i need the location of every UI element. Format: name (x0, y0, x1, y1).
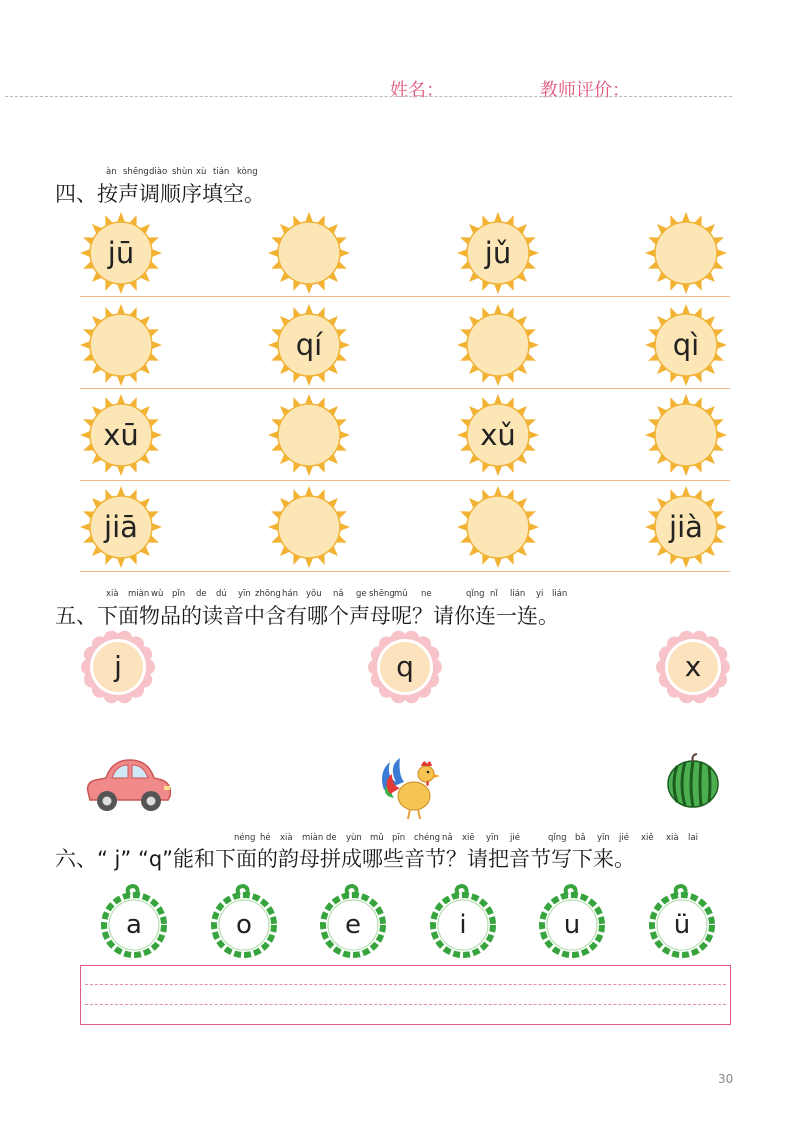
writing-guide-line (85, 984, 726, 985)
sun-cell[interactable] (644, 211, 728, 295)
pinyin-annotation: xià (106, 589, 119, 599)
pinyin-annotation: chéng (414, 833, 441, 843)
pinyin-annotation: yīn (238, 589, 251, 599)
final-ring-0[interactable] (99, 884, 169, 958)
final-letter: i (459, 910, 467, 940)
sun-pinyin-text: jiā (104, 510, 138, 544)
pinyin-annotation: shùn (172, 167, 193, 177)
initial-flower-x[interactable] (655, 629, 731, 705)
sun-pinyin-text (456, 303, 540, 387)
initial-flower-q[interactable] (367, 629, 443, 705)
section-6-title: 六、“ j” “q”能和下面的韵母拼成哪些音节？请把音节写下来。 (55, 847, 636, 871)
pinyin-annotation: yùn (346, 833, 362, 843)
pinyin-annotation: pīn (392, 833, 406, 843)
row-divider (80, 480, 730, 481)
sun-pinyin-text (644, 393, 728, 477)
pinyin-annotation: pǐn (172, 589, 186, 599)
pinyin-annotation: ne (421, 589, 432, 599)
pinyin-annotation: miàn (128, 589, 150, 599)
sun-pinyin-text: jǔ (484, 236, 512, 270)
pinyin-annotation: nǐ (490, 589, 498, 599)
sun-pinyin-text (79, 303, 163, 387)
final-ring-3[interactable] (428, 884, 498, 958)
pinyin-annotation: yīn (597, 833, 610, 843)
final-letter: ü (673, 910, 691, 940)
sun-cell[interactable] (79, 393, 163, 477)
initial-flower-j[interactable] (80, 629, 156, 705)
pinyin-annotation: qǐng (548, 833, 567, 843)
final-letter: a (126, 910, 142, 940)
initial-letter: x (684, 650, 702, 683)
row-divider (80, 571, 730, 572)
pinyin-annotation: jié (510, 833, 520, 843)
page-number: 30 (718, 1072, 734, 1086)
row-divider (80, 296, 730, 297)
pinyin-annotation: hán (282, 589, 298, 599)
answer-writing-box[interactable] (80, 965, 731, 1025)
sun-cell[interactable] (456, 211, 540, 295)
sun-pinyin-text: xǔ (480, 418, 516, 452)
sun-cell[interactable] (644, 485, 728, 569)
name-label: 姓名： (390, 80, 444, 101)
sun-cell[interactable] (456, 303, 540, 387)
sun-pinyin-text (267, 211, 351, 295)
sun-cell[interactable] (79, 303, 163, 387)
pinyin-annotation: shēng (369, 589, 395, 599)
pinyin-annotation: jié (619, 833, 629, 843)
pinyin-annotation: hé (260, 833, 271, 843)
final-letter: u (563, 910, 581, 940)
pinyin-annotation: qǐng (466, 589, 485, 599)
pinyin-annotation: kòng (237, 167, 258, 177)
pinyin-annotation: diào (149, 167, 168, 177)
pinyin-annotation: xiě (641, 833, 654, 843)
final-ring-1[interactable] (209, 884, 279, 958)
pinyin-annotation: yǒu (306, 589, 322, 599)
pinyin-annotation: yi (536, 589, 544, 599)
pinyin-annotation: nǎ (442, 833, 453, 843)
sun-cell[interactable] (644, 393, 728, 477)
car-image[interactable] (82, 752, 174, 814)
sun-pinyin-text: qí (295, 328, 323, 362)
pinyin-annotation: mǔ (370, 833, 384, 843)
pinyin-annotation: xià (666, 833, 679, 843)
sun-cell[interactable] (267, 485, 351, 569)
pinyin-annotation: nǎ (333, 589, 344, 599)
pinyin-annotation: miàn (302, 833, 324, 843)
pinyin-annotation: lián (510, 589, 526, 599)
pinyin-annotation: mǔ (394, 589, 408, 599)
final-letter: o (236, 910, 252, 940)
sun-pinyin-text: jià (669, 510, 703, 544)
writing-guide-line (85, 1004, 726, 1005)
pinyin-annotation: de (196, 589, 207, 599)
pinyin-annotation: ge (356, 589, 367, 599)
initial-letter: q (396, 650, 414, 683)
final-letter: e (345, 910, 361, 940)
initial-letter: j (114, 650, 122, 683)
sun-cell[interactable] (267, 211, 351, 295)
sun-pinyin-text (267, 393, 351, 477)
pinyin-annotation: xià (280, 833, 293, 843)
watermelon-image[interactable] (665, 752, 721, 810)
pinyin-annotation: dú (216, 589, 227, 599)
pinyin-annotation: xù (196, 167, 207, 177)
pinyin-annotation: xiē (462, 833, 475, 843)
sun-pinyin-text (456, 485, 540, 569)
sun-cell[interactable] (79, 485, 163, 569)
section-5-title: 五、下面物品的读音中含有哪个声母呢？请你连一连。 (55, 604, 559, 628)
sun-pinyin-text: jū (107, 236, 135, 270)
pinyin-annotation: lai (688, 833, 698, 843)
section-4-title: 四、按声调顺序填空。 (55, 182, 265, 206)
sun-cell[interactable] (267, 393, 351, 477)
sun-pinyin-text (267, 485, 351, 569)
teacher-evaluation-label: 教师评价： (540, 80, 630, 101)
sun-cell[interactable] (456, 393, 540, 477)
pinyin-annotation: tián (213, 167, 230, 177)
sun-cell[interactable] (267, 303, 351, 387)
pinyin-annotation: de (326, 833, 337, 843)
final-ring-2[interactable] (318, 884, 388, 958)
rooster-image[interactable] (376, 752, 442, 822)
sun-cell[interactable] (456, 485, 540, 569)
header-fields (380, 72, 740, 102)
final-ring-4[interactable] (537, 884, 607, 958)
sun-pinyin-text: qì (672, 328, 700, 362)
header-dashed-divider (5, 96, 732, 97)
pinyin-annotation: wù (151, 589, 164, 599)
final-ring-5[interactable] (647, 884, 717, 958)
sun-cell[interactable] (79, 211, 163, 295)
sun-pinyin-text (644, 211, 728, 295)
pinyin-annotation: lián (552, 589, 568, 599)
pinyin-annotation: néng (234, 833, 256, 843)
sun-cell[interactable] (644, 303, 728, 387)
sun-pinyin-text: xū (103, 418, 139, 452)
pinyin-annotation: zhōng (255, 589, 281, 599)
pinyin-annotation: àn (106, 167, 117, 177)
pinyin-annotation: bǎ (575, 833, 586, 843)
pinyin-annotation: yīn (486, 833, 499, 843)
row-divider (80, 388, 730, 389)
pinyin-annotation: shēng (123, 167, 149, 177)
